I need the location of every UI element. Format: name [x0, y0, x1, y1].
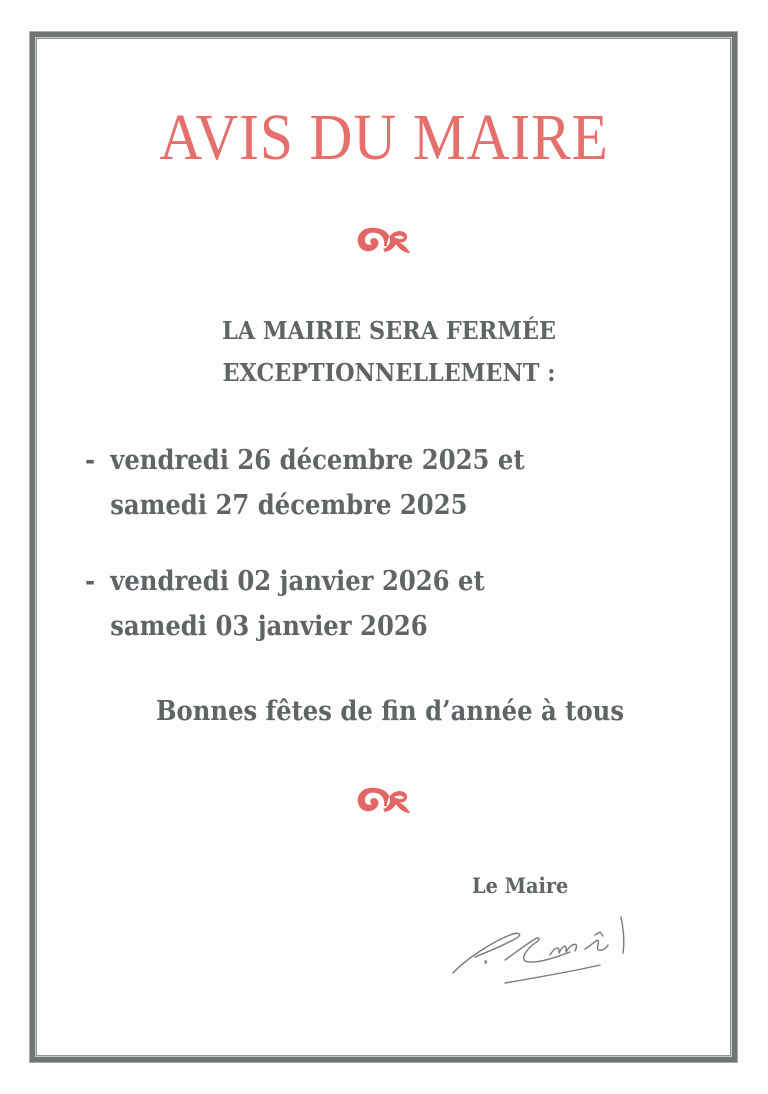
signature-image [445, 905, 655, 994]
closure-line: vendredi 26 décembre 2025 et [110, 445, 525, 476]
bullet-dash: - [85, 445, 96, 476]
closure-line: vendredi 02 janvier 2026 et [110, 566, 485, 597]
ornament-flourish-icon [0, 222, 768, 260]
signature-label: Le Maire [472, 873, 569, 898]
closure-line: samedi 03 janvier 2026 [110, 611, 428, 642]
closure-item [85, 559, 485, 649]
notice-title: AVIS DU MAIRE [159, 101, 609, 174]
closure-line: samedi 27 décembre 2025 [110, 490, 468, 521]
heading-line: LA MAIRIE SERA FERMÉE [222, 316, 556, 345]
bullet-dash: - [85, 566, 96, 597]
closure-heading [27, 310, 751, 394]
closure-item [85, 438, 525, 528]
heading-line: EXCEPTIONNELLEMENT : [222, 358, 556, 387]
ornament-flourish-icon [0, 782, 768, 820]
greeting-text: Bonnes fêtes de fin d’année à tous [155, 696, 625, 727]
